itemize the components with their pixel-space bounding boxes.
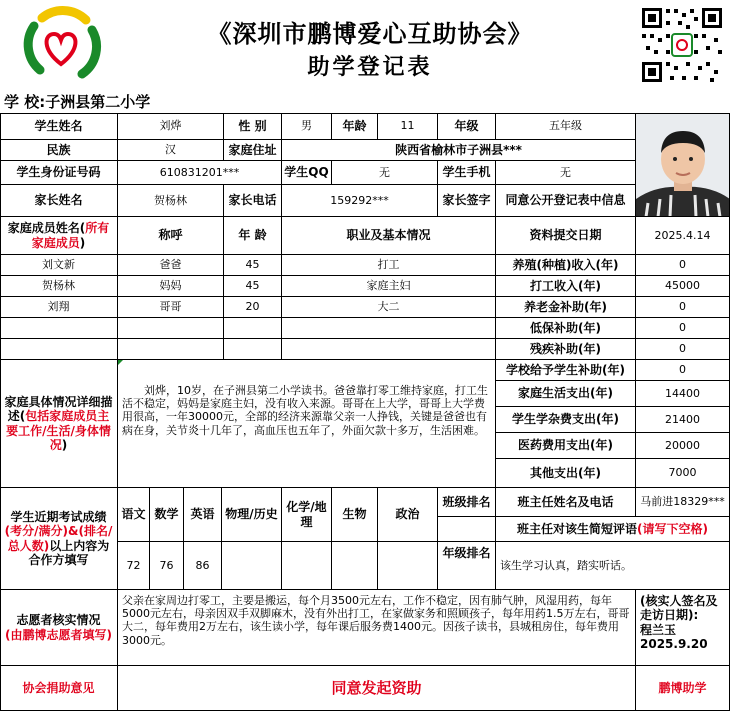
member-age: 45 (224, 276, 282, 297)
subject-header: 语文 (118, 488, 150, 542)
address-value: 陕西省榆林市子洲县*** (282, 140, 636, 161)
opinion-label: 协会捐助意见 (0, 666, 118, 711)
subject-header: 化学/地理 (282, 488, 332, 542)
living-expense-value: 14400 (636, 381, 730, 407)
school-aid-value: 0 (636, 360, 730, 381)
parent-label: 家长姓名 (0, 185, 118, 217)
form-subtitle: 助学登记表 (307, 54, 433, 80)
subject-header: 物理/历史 (222, 488, 282, 542)
teacher-comment: 该生学习认真，踏实听话。 (496, 542, 730, 590)
exam-label: 学生近期考试成绩(考分/满分)&(排名/总人数)以上内容为合作方填写 (0, 488, 118, 590)
class-rank-label: 班级排名 (438, 488, 496, 517)
empty-cell (224, 339, 282, 360)
empty-cell (118, 339, 224, 360)
form-title: 《深圳市鹏博爱心互助协会》 (207, 19, 533, 48)
school-name: 学 校:子洲县第二小学 (4, 93, 151, 111)
other-expense-value: 7000 (636, 459, 730, 488)
form-header (0, 0, 730, 90)
empty-cell (282, 318, 496, 339)
volunteer-label: 志愿者核实情况 (由鹏博志愿者填写) (0, 590, 118, 666)
student-photo-image (636, 113, 730, 217)
qq-value: 无 (332, 161, 438, 185)
school-aid-label: 学校给予学生补助(年) (496, 360, 636, 381)
score-value (222, 542, 282, 590)
pension-value: 0 (636, 297, 730, 318)
parent-phone-value: 159292*** (282, 185, 438, 217)
subject-header: 数学 (150, 488, 184, 542)
qq-label: 学生QQ (282, 161, 332, 185)
comment-label: 班主任对该生简短评语(请写下空格) (496, 517, 730, 542)
other-expense-label: 其他支出(年) (496, 459, 636, 488)
score-value: 72 (118, 542, 150, 590)
situation-label: 家庭具体情况详细描述(包括家庭成员主要工作/生活/身体情况) (0, 360, 118, 488)
member-relation: 哥哥 (118, 297, 224, 318)
score-value: 86 (184, 542, 222, 590)
empty-cell (282, 339, 496, 360)
low-income-value: 0 (636, 318, 730, 339)
brand-label: 鹏博助学 (636, 666, 730, 711)
member-age: 45 (224, 255, 282, 276)
verifier-block: (核实人签名及走访日期): 程兰玉 2025.9.20 (636, 590, 730, 666)
subject-header: 政治 (378, 488, 438, 542)
parent-sign-label: 家长签字 (438, 185, 496, 217)
disability-label: 残疾补助(年) (496, 339, 636, 360)
student-name-label: 学生姓名 (0, 113, 118, 140)
submit-date-label: 资料提交日期 (496, 217, 636, 255)
score-value (378, 542, 438, 590)
living-expense-label: 家庭生活支出(年) (496, 381, 636, 407)
grade-value: 五年级 (496, 113, 636, 140)
empty-cell (0, 318, 118, 339)
member-job: 大二 (282, 297, 496, 318)
age-value: 11 (378, 113, 438, 140)
gender-label: 性 别 (224, 113, 282, 140)
member-job: 家庭主妇 (282, 276, 496, 297)
phone-value: 无 (496, 161, 636, 185)
parent-value: 贺杨林 (118, 185, 224, 217)
low-income-label: 低保补助(年) (496, 318, 636, 339)
teacher-value: 马前进18329*** (636, 488, 730, 517)
grade-rank-label: 年级排名 (438, 542, 496, 590)
consent-text: 同意公开登记表中信息 (496, 185, 636, 217)
id-label: 学生身份证号码 (0, 161, 118, 185)
work-income-label: 打工收入(年) (496, 276, 636, 297)
parent-phone-label: 家长电话 (224, 185, 282, 217)
empty-cell (0, 339, 118, 360)
submit-date-value: 2025.4.14 (636, 217, 730, 255)
farm-income-label: 养殖(种植)收入(年) (496, 255, 636, 276)
tuition-expense-label: 学生学杂费支出(年) (496, 407, 636, 433)
medical-expense-value: 20000 (636, 433, 730, 459)
score-value (282, 542, 332, 590)
phone-label: 学生手机 (438, 161, 496, 185)
subject-header: 英语 (184, 488, 222, 542)
qr-code-icon (640, 6, 724, 84)
member-age-header: 年 龄 (224, 217, 282, 255)
ethnic-value: 汉 (118, 140, 224, 161)
student-name-value: 刘烨 (118, 113, 224, 140)
id-value: 610831201*** (118, 161, 282, 185)
member-age: 20 (224, 297, 282, 318)
form-table (0, 113, 730, 711)
heart-logo-icon (20, 4, 102, 86)
empty-cell (118, 318, 224, 339)
score-value: 76 (150, 542, 184, 590)
subject-header: 生物 (332, 488, 378, 542)
work-income-value: 45000 (636, 276, 730, 297)
class-rank-value (438, 517, 496, 542)
address-label: 家庭住址 (224, 140, 282, 161)
member-name: 贺杨林 (0, 276, 118, 297)
opinion-value: 同意发起资助 (118, 666, 636, 711)
relation-header: 称呼 (118, 217, 224, 255)
grade-label: 年级 (438, 113, 496, 140)
medical-expense-label: 医药费用支出(年) (496, 433, 636, 459)
empty-cell (224, 318, 282, 339)
pension-label: 养老金补助(年) (496, 297, 636, 318)
age-label: 年龄 (332, 113, 378, 140)
score-value (332, 542, 378, 590)
member-name: 刘翔 (0, 297, 118, 318)
volunteer-text: 父亲在家周边打零工，主要是搬运，每个月3500元左右，工作不稳定，因有肺气肿，风湿用药，每年5000元左右，母亲因双手双脚麻木，没有外出打工，在家做家务和照顾孩子，每年用药1.5万左右，哥哥大二，每年费用2万左右，该生读小学，每年课后服务费1400元。因孩子读书，县城租房住，每年费用3000元。 (118, 590, 636, 666)
members-label: 家庭成员姓名(所有家庭成员) (0, 217, 118, 255)
gender-value: 男 (282, 113, 332, 140)
farm-income-value: 0 (636, 255, 730, 276)
situation-text: 刘烨，10岁，在子洲县第二小学读书。爸爸靠打零工维持家庭，打工生活不稳定，妈妈是家庭主妇，没有收入来源。哥哥在上大学，哥哥上大学费用很高，一年30000元，全部的经济来源靠父亲一人挣钱，关键是爸爸也有病在身，关节炎十几年了，高血压也五年了，外面欠款十多万，生活困难。 (118, 360, 496, 488)
member-relation: 妈妈 (118, 276, 224, 297)
teacher-label: 班主任姓名及电话 (496, 488, 636, 517)
member-job: 打工 (282, 255, 496, 276)
member-name: 刘文新 (0, 255, 118, 276)
tuition-expense-value: 21400 (636, 407, 730, 433)
job-header: 职业及基本情况 (282, 217, 496, 255)
disability-value: 0 (636, 339, 730, 360)
student-photo (636, 113, 730, 217)
ethnic-label: 民族 (0, 140, 118, 161)
member-relation: 爸爸 (118, 255, 224, 276)
